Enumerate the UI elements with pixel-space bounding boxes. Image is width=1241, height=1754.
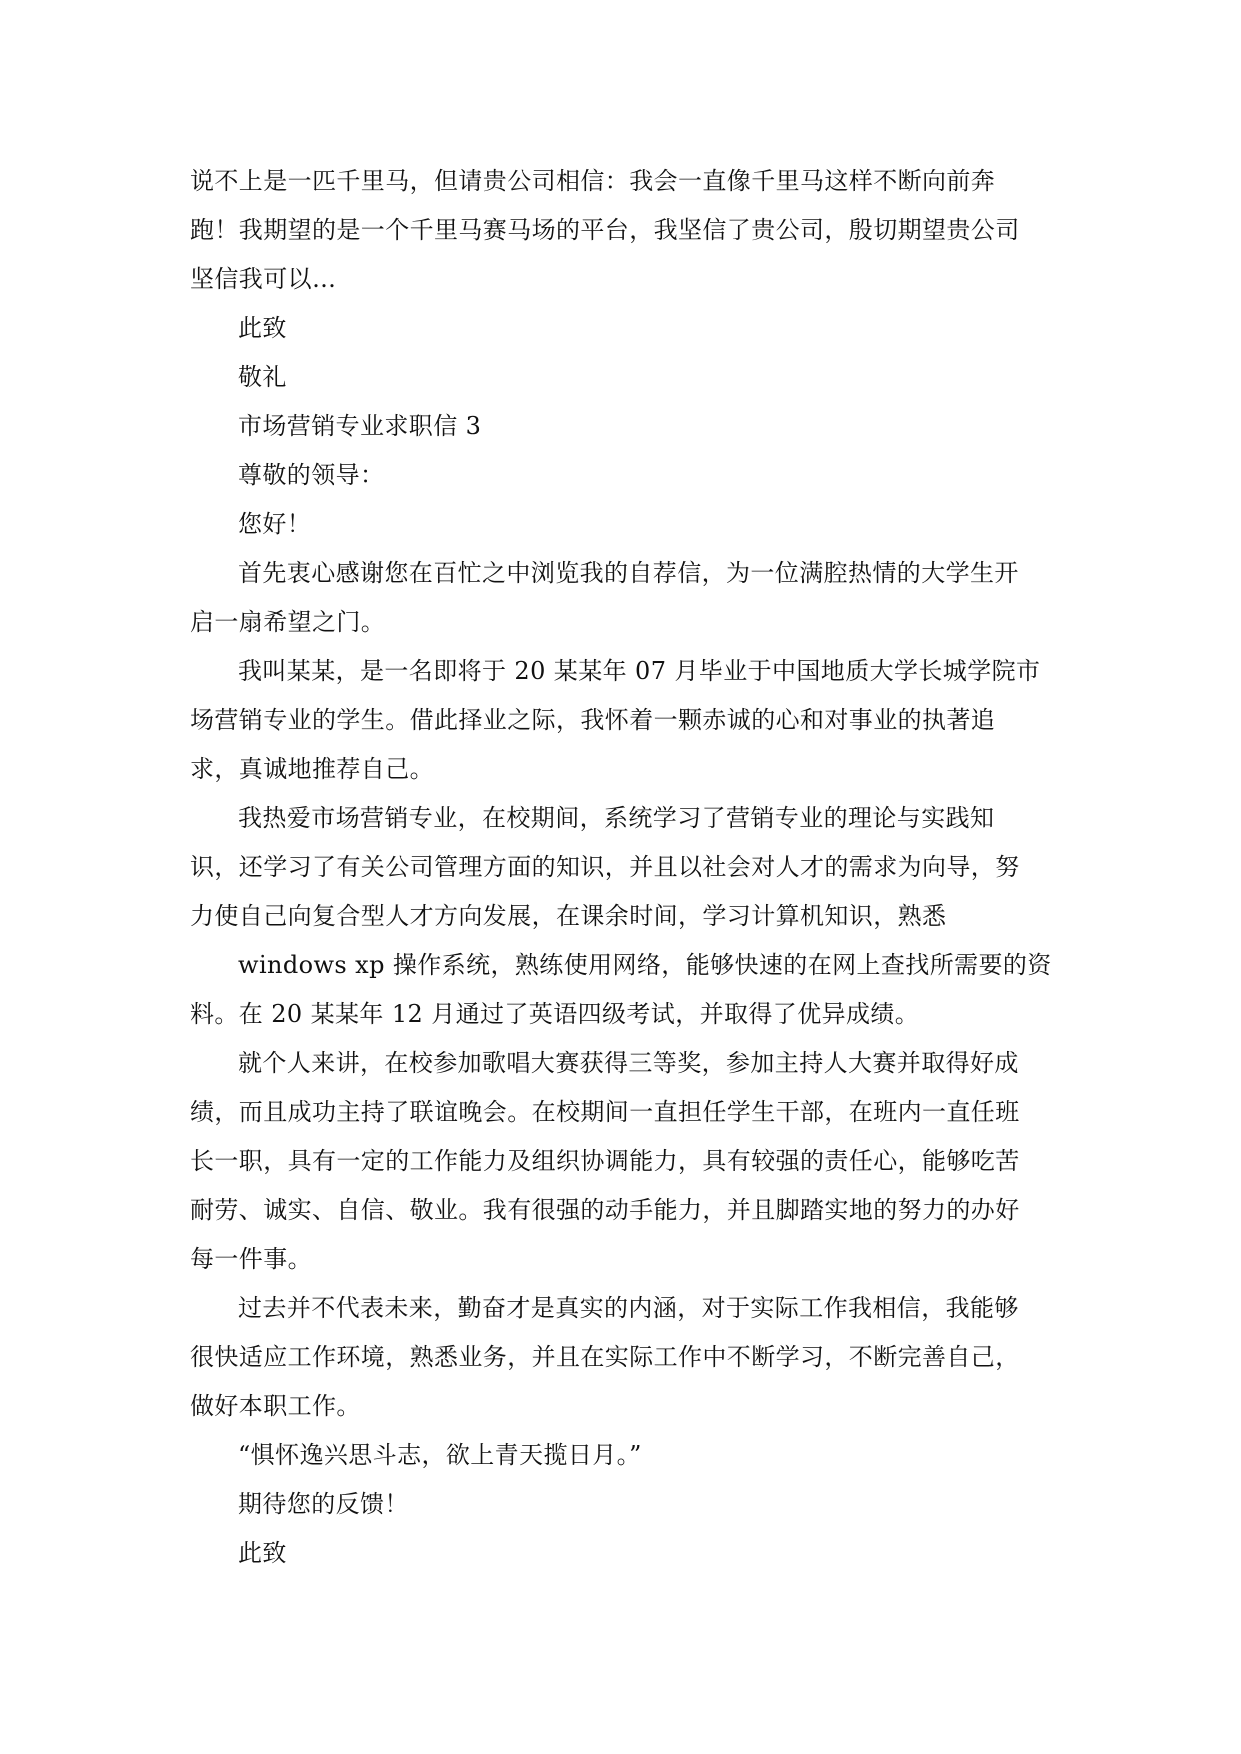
paragraph: [190, 402, 1040, 451]
paragraph: [190, 794, 1040, 941]
paragraph: [190, 1529, 1040, 1578]
text-line: 力使自己向复合型人才方向发展，在课余时间，学习计算机知识，熟悉: [190, 902, 947, 930]
text-line: 首先衷心感谢您在百忙之中浏览我的自荐信，为一位满腔热情的大学生开: [238, 559, 1019, 587]
paragraph: [190, 451, 1040, 500]
text-line: 跑！我期望的是一个千里马赛马场的平台，我坚信了贵公司，殷切期望贵公司: [190, 216, 1020, 244]
paragraph: [190, 353, 1040, 402]
text-line: 识，还学习了有关公司管理方面的知识，并且以社会对人才的需求为向导，努: [190, 853, 1020, 881]
text-line: 我叫某某，是一名即将于 20 某某年 07 月毕业于中国地质大学长城学院市: [238, 657, 1041, 685]
text-line: 敬礼: [238, 363, 287, 391]
text-line: 期待您的反馈！: [238, 1490, 409, 1518]
document-body: [190, 157, 1052, 1578]
text-line: 就个人来讲，在校参加歌唱大赛获得三等奖，参加主持人大赛并取得好成: [238, 1049, 1019, 1077]
paragraph: [190, 1039, 1040, 1284]
paragraph: [190, 1431, 1040, 1480]
paragraph: [190, 157, 1040, 304]
paragraph: [190, 1284, 1040, 1431]
text-line: 此致: [238, 314, 287, 342]
paragraph: [190, 941, 1052, 1039]
text-line: 坚信我可以…: [190, 265, 337, 293]
paragraph: [190, 304, 1040, 353]
text-line: 场营销专业的学生。借此择业之际，我怀着一颗赤诚的心和对事业的执著追: [190, 706, 996, 734]
text-line: “惧怀逸兴思斗志，欲上青天揽日月。”: [238, 1441, 642, 1469]
text-line: 绩，而且成功主持了联谊晚会。在校期间一直担任学生干部，在班内一直任班: [190, 1098, 1020, 1126]
paragraph: [190, 1480, 1040, 1529]
paragraph: [190, 549, 1040, 647]
text-line: 长一职，具有一定的工作能力及组织协调能力，具有较强的责任心，能够吃苦: [190, 1147, 1020, 1175]
text-line: 您好！: [238, 510, 312, 538]
text-line: 此致: [238, 1539, 287, 1567]
text-line: 说不上是一匹千里马，但请贵公司相信：我会一直像千里马这样不断向前奔: [190, 167, 996, 195]
text-line: 料。在 20 某某年 12 月通过了英语四级考试，并取得了优异成绩。: [190, 1000, 920, 1028]
text-line: 很快适应工作环境，熟悉业务，并且在实际工作中不断学习，不断完善自己，: [190, 1343, 1020, 1371]
text-line: 每一件事。: [190, 1245, 312, 1273]
text-line: 启一扇希望之门。: [190, 608, 386, 636]
text-line: 做好本职工作。: [190, 1392, 361, 1420]
text-line: 耐劳、诚实、自信、敬业。我有很强的动手能力，并且脚踏实地的努力的办好: [190, 1196, 1020, 1224]
text-line: 市场营销专业求职信 3: [238, 412, 482, 440]
text-line: 过去并不代表未来，勤奋才是真实的内涵，对于实际工作我相信，我能够: [238, 1294, 1019, 1322]
paragraph: [190, 647, 1040, 794]
text-line: windows xp 操作系统，熟练使用网络，能够快速的在网上查找所需要的资: [238, 951, 1052, 979]
paragraph: [190, 500, 1040, 549]
text-line: 求，真诚地推荐自己。: [190, 755, 434, 783]
text-line: 尊敬的领导：: [238, 461, 385, 489]
text-line: 我热爱市场营销专业，在校期间，系统学习了营销专业的理论与实践知: [238, 804, 995, 832]
